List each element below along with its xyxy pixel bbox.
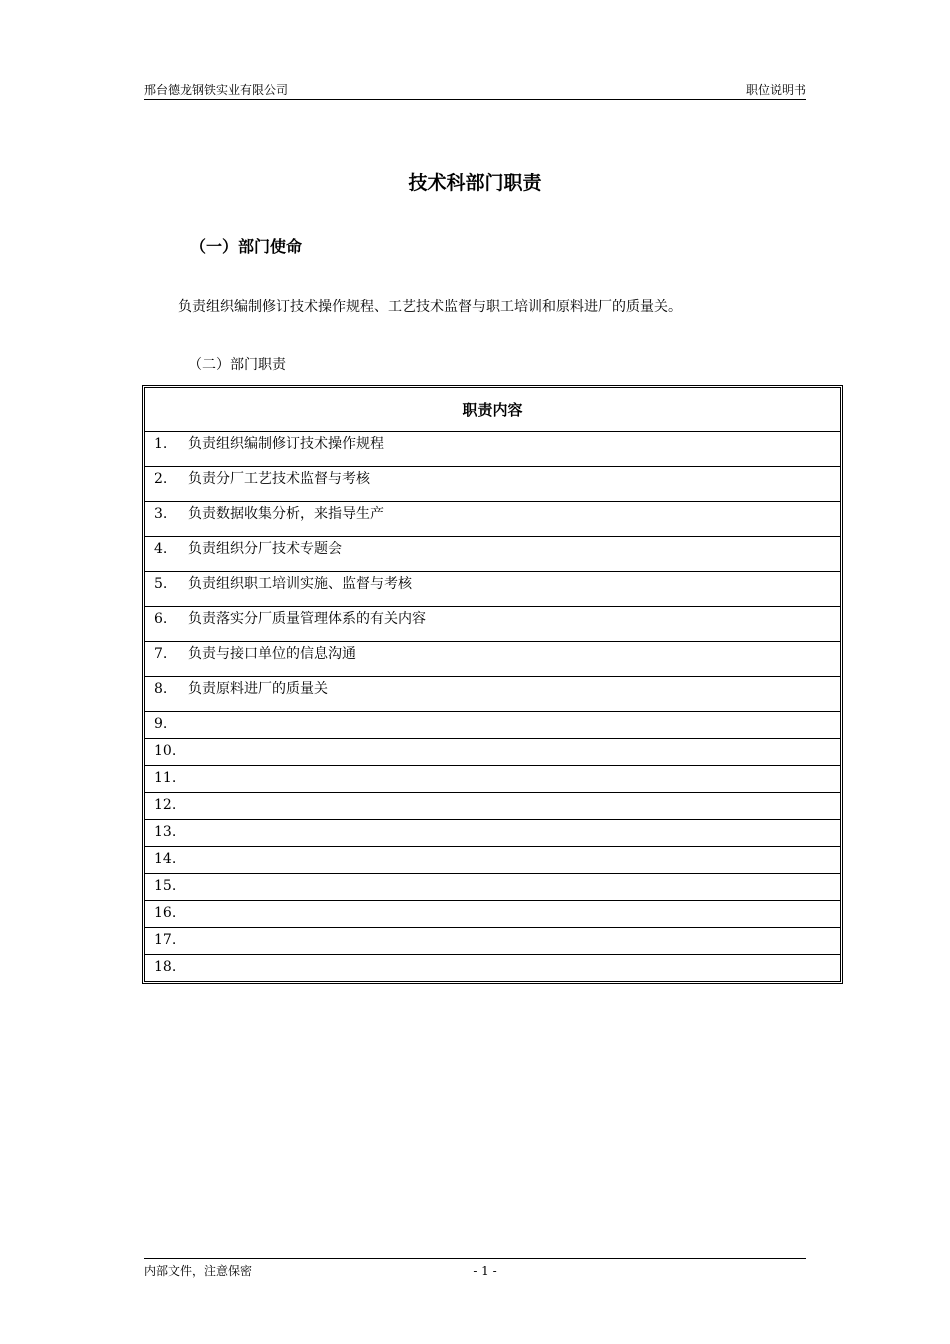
document-type: 职位说明书 xyxy=(745,83,806,97)
duty-number: 4. xyxy=(154,541,168,557)
duty-number: 18. xyxy=(154,959,177,975)
duty-cell xyxy=(145,955,840,982)
duty-number: 14. xyxy=(154,851,177,867)
duty-text xyxy=(188,741,840,761)
table-row xyxy=(145,928,840,955)
duty-text xyxy=(188,768,840,788)
duty-cell xyxy=(145,607,840,642)
duty-number: 7. xyxy=(154,646,168,662)
duty-number: 10. xyxy=(154,743,177,759)
duty-number: 11. xyxy=(154,770,177,786)
table-row xyxy=(145,677,840,712)
duty-cell xyxy=(145,467,840,502)
duty-cell xyxy=(145,712,840,739)
table-row xyxy=(145,820,840,847)
duty-cell xyxy=(145,642,840,677)
table-row xyxy=(145,607,840,642)
duty-cell xyxy=(145,677,840,712)
duty-number: 6. xyxy=(154,611,168,627)
duty-number: 1. xyxy=(154,436,168,452)
duty-cell xyxy=(145,739,840,766)
duty-text xyxy=(188,714,840,734)
duty-cell xyxy=(145,432,840,467)
table-row xyxy=(145,712,840,739)
duty-text: 负责组织职工培训实施、监督与考核 xyxy=(188,576,412,592)
table-row xyxy=(145,739,840,766)
duty-number: 3. xyxy=(154,506,168,522)
duty-number: 17. xyxy=(154,932,177,948)
duty-number: 5. xyxy=(154,576,168,592)
duty-cell xyxy=(145,537,840,572)
table-row xyxy=(145,955,840,982)
mission-heading: （一）部门使命 xyxy=(190,237,303,256)
duty-number: 12. xyxy=(154,797,177,813)
duty-cell xyxy=(145,793,840,820)
duty-cell xyxy=(145,820,840,847)
table-row xyxy=(145,572,840,607)
table-row xyxy=(145,874,840,901)
duty-number: 16. xyxy=(154,905,177,921)
duty-text xyxy=(188,822,840,842)
table-row xyxy=(145,432,840,467)
table-row xyxy=(145,766,840,793)
duty-cell xyxy=(145,766,840,793)
duty-text: 负责分厂工艺技术监督与考核 xyxy=(188,471,370,487)
duty-text: 负责数据收集分析，来指导生产 xyxy=(188,506,384,522)
mission-text: 负责组织编制修订技术操作规程、工艺技术监督与职工培训和原料进厂的质量关。 xyxy=(178,299,682,315)
table-header: 职责内容 xyxy=(145,388,840,432)
table-row xyxy=(145,847,840,874)
duties-heading: （二）部门职责 xyxy=(188,357,286,373)
duty-text: 负责与接口单位的信息沟通 xyxy=(188,646,356,662)
duty-cell xyxy=(145,901,840,928)
table-row xyxy=(145,793,840,820)
table-row xyxy=(145,537,840,572)
duty-cell xyxy=(145,874,840,901)
duties-table xyxy=(142,385,843,984)
table-row xyxy=(145,642,840,677)
duty-text xyxy=(188,849,840,869)
duty-cell xyxy=(145,572,840,607)
duty-text xyxy=(188,795,840,815)
duty-text: 负责组织编制修订技术操作规程 xyxy=(188,436,384,452)
duty-text: 负责落实分厂质量管理体系的有关内容 xyxy=(188,611,426,627)
page-title: 技术科部门职责 xyxy=(408,172,542,194)
company-name: 邢台德龙钢铁实业有限公司 xyxy=(144,83,289,97)
duty-cell xyxy=(145,928,840,955)
table-row xyxy=(145,502,840,537)
duty-number: 9. xyxy=(154,716,168,732)
duty-text xyxy=(188,903,840,923)
duty-cell xyxy=(145,847,840,874)
duty-number: 13. xyxy=(154,824,177,840)
page-number: - 1 - xyxy=(473,1264,497,1278)
page-footer xyxy=(144,1258,806,1279)
table-row xyxy=(145,901,840,928)
duty-text: 负责组织分厂技术专题会 xyxy=(188,541,342,557)
duty-number: 2. xyxy=(154,471,168,487)
duty-text xyxy=(188,957,840,977)
duty-number: 15. xyxy=(154,878,177,894)
duty-text: 负责原料进厂的质量关 xyxy=(188,681,328,697)
duty-number: 8. xyxy=(154,681,168,697)
duty-text xyxy=(188,930,840,950)
page-header xyxy=(144,82,806,100)
duty-text xyxy=(188,876,840,896)
confidential-note: 内部文件，注意保密 xyxy=(144,1264,253,1278)
duty-cell xyxy=(145,502,840,537)
table-row xyxy=(145,467,840,502)
